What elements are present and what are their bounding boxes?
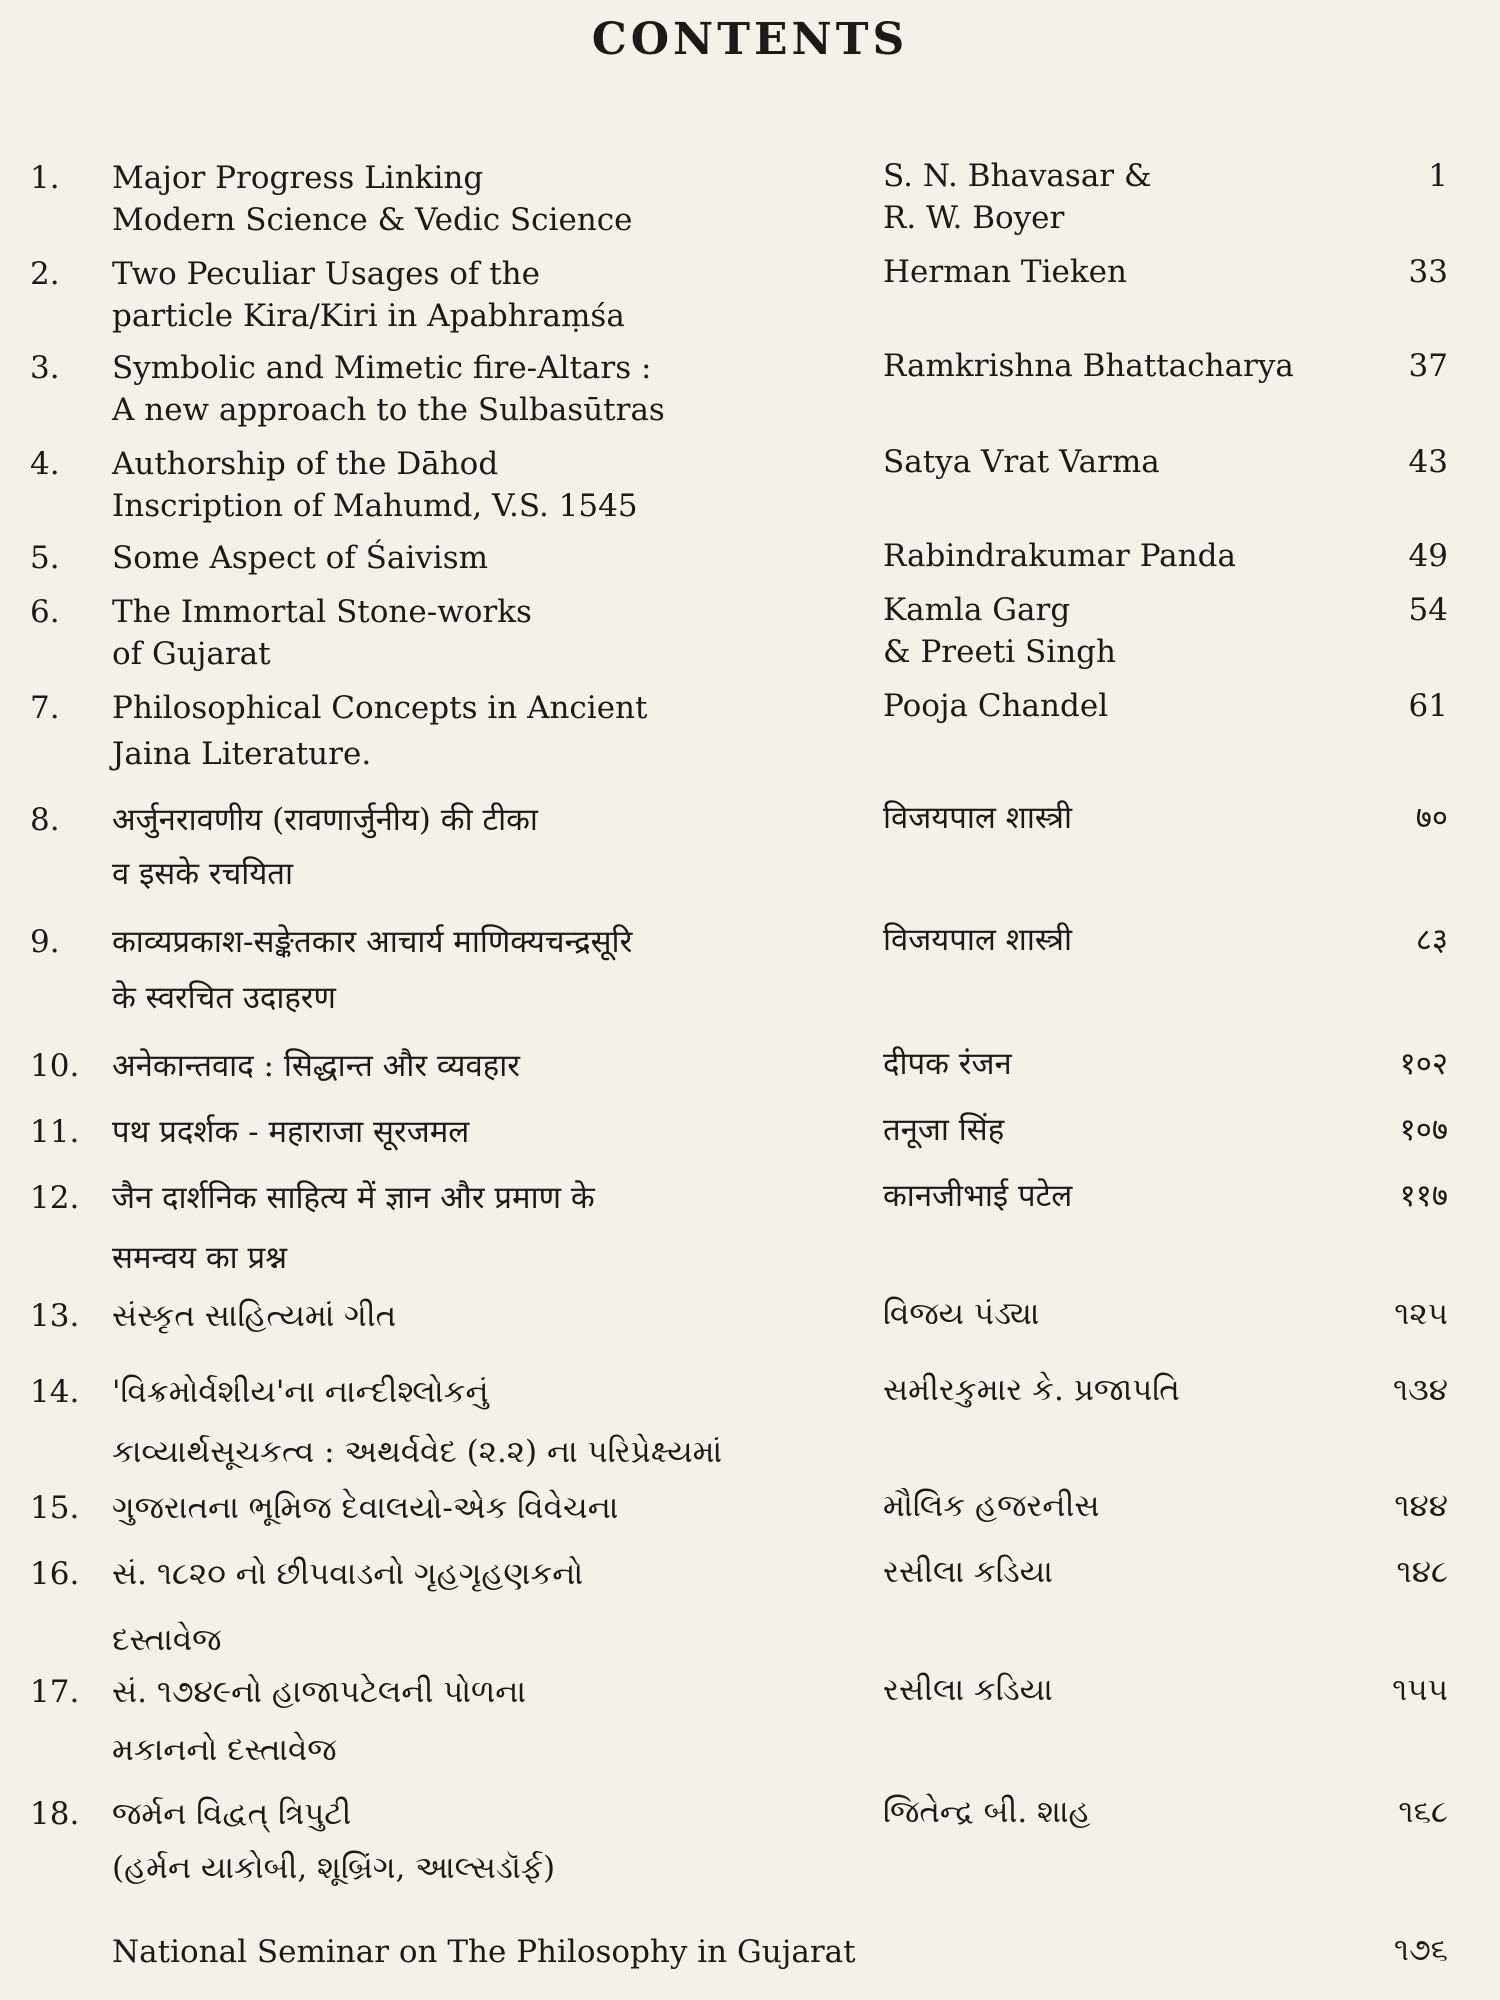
entry-title-line: Two Peculiar Usages of the bbox=[112, 256, 540, 292]
entry-title-line: The Immortal Stone-works bbox=[112, 594, 532, 630]
entry-title-line: समन्वय का प्रश्न bbox=[112, 1240, 288, 1276]
entry-title-line: Major Progress Linking bbox=[112, 160, 484, 196]
entry-page-number: ૧૭૬ bbox=[1393, 1932, 1448, 1968]
entry-title-line: अनेकान्तवाद : सिद्धान्त और व्यवहार bbox=[112, 1048, 520, 1084]
entry-title-line: National Seminar on The Philosophy in Gujarat bbox=[112, 1934, 856, 1970]
entry-number: 4. bbox=[30, 446, 60, 482]
entry-page-number: 43 bbox=[1408, 444, 1448, 480]
entry-page-number: 37 bbox=[1408, 348, 1448, 384]
entry-number: 7. bbox=[30, 690, 60, 726]
entry-author-line: कानजीभाई पटेल bbox=[883, 1178, 1073, 1214]
entry-number: 18. bbox=[30, 1796, 80, 1832]
entry-page-number: ७० bbox=[1415, 800, 1448, 836]
entry-number: 9. bbox=[30, 924, 60, 960]
entry-title-line: of Gujarat bbox=[112, 636, 271, 672]
entry-author-line: રસીલા કડિયા bbox=[883, 1554, 1053, 1590]
entry-page-number: १०७ bbox=[1399, 1112, 1448, 1148]
entry-title-line: જર્મન વિદ્વત્ ત્રિપુટી bbox=[112, 1796, 352, 1832]
entry-author-line: મૌલિક હજરનીસ bbox=[883, 1488, 1100, 1524]
entry-page-number: ૧૬૮ bbox=[1398, 1794, 1448, 1830]
entry-title-line: अर्जुनरावणीय (रावणार्जुनीय) की टीका bbox=[112, 802, 538, 838]
entry-title-line: 'વિક્રમોર્વશીય'ના નાન્દીશ્લોકનું bbox=[112, 1374, 489, 1410]
entry-author-line: Herman Tieken bbox=[883, 254, 1127, 290]
entry-title-line: કાવ્યાર્થસૂચકત્વ : અથર્વવેદ (૨.૨) ના પરિપ્રેક્ષ્યમાં bbox=[112, 1434, 723, 1470]
entry-page-number: ૧૪૮ bbox=[1396, 1554, 1448, 1590]
entry-title-line: Modern Science & Vedic Science bbox=[112, 202, 633, 238]
entry-number: 17. bbox=[30, 1674, 80, 1710]
entry-title-line: व इसके रचयिता bbox=[112, 856, 294, 892]
entry-number: 8. bbox=[30, 802, 60, 838]
entry-number: 14. bbox=[30, 1374, 80, 1410]
entry-author-line: રસીલા કડિયા bbox=[883, 1672, 1053, 1708]
entry-number: 1. bbox=[30, 160, 60, 196]
entry-title-line: દસ્તાવેજ bbox=[112, 1622, 222, 1658]
entry-author-line: Satya Vrat Varma bbox=[883, 444, 1160, 480]
entry-number: 10. bbox=[30, 1048, 80, 1084]
entry-number: 15. bbox=[30, 1490, 80, 1526]
entry-title-line: Some Aspect of Śaivism bbox=[112, 540, 489, 576]
entry-title-line: સંસ્કૃત સાહિત્યમાં ગીત bbox=[112, 1298, 397, 1334]
entry-author-line: સમીરકુમાર કે. પ્રજાપતિ bbox=[883, 1372, 1180, 1408]
entry-title-line: A new approach to the Sulbasūtras bbox=[112, 392, 665, 428]
entry-number: 11. bbox=[30, 1114, 80, 1150]
entry-page-number: 54 bbox=[1408, 592, 1448, 628]
entry-page-number: ८३ bbox=[1415, 922, 1448, 958]
entry-number: 13. bbox=[30, 1298, 80, 1334]
entry-author-line: S. N. Bhavasar & bbox=[883, 158, 1152, 194]
entry-number: 12. bbox=[30, 1180, 80, 1216]
entry-page-number: ૧૪૪ bbox=[1394, 1488, 1448, 1524]
entry-number: 2. bbox=[30, 256, 60, 292]
entry-author-line: & Preeti Singh bbox=[883, 634, 1116, 670]
entry-page-number: 61 bbox=[1408, 688, 1448, 724]
entry-page-number: ११७ bbox=[1399, 1178, 1448, 1214]
entry-author-line: Ramkrishna Bhattacharya bbox=[883, 348, 1294, 384]
entry-author-line: Rabindrakumar Panda bbox=[883, 538, 1236, 574]
entry-page-number: ૧૫૫ bbox=[1392, 1672, 1448, 1708]
entry-author-line: વિજય પંડ્યા bbox=[883, 1296, 1040, 1332]
entry-author-line: Kamla Garg bbox=[883, 592, 1071, 628]
entry-author-line: विजयपाल शास्त्री bbox=[883, 800, 1073, 836]
entry-number: 3. bbox=[30, 350, 60, 386]
entry-title-line: સં. ૧૭૪૯નો હાજાપટેલની પોળના bbox=[112, 1674, 526, 1710]
entry-title-line: Jaina Literature. bbox=[112, 736, 372, 772]
entry-title-line: Philosophical Concepts in Ancient bbox=[112, 690, 648, 726]
entry-page-number: ૧૨૫ bbox=[1394, 1296, 1448, 1332]
entry-page-number: 49 bbox=[1408, 538, 1448, 574]
entry-author-line: R. W. Boyer bbox=[883, 200, 1065, 236]
entry-page-number: 1 bbox=[1428, 158, 1448, 194]
entry-author-line: विजयपाल शास्त्री bbox=[883, 922, 1073, 958]
entry-author-line: तनूजा सिंह bbox=[883, 1112, 1005, 1148]
entry-title-line: काव्यप्रकाश-सङ्केतकार आचार्य माणिक्यचन्द्रसूरि bbox=[112, 924, 633, 960]
entry-title-line: Symbolic and Mimetic fire-Altars : bbox=[112, 350, 652, 386]
entry-author-line: જિતેન્દ્ર બી. શાહ bbox=[883, 1794, 1091, 1830]
entry-title-line: Inscription of Mahumd, V.S. 1545 bbox=[112, 488, 638, 524]
entry-author-line: दीपक रंजन bbox=[883, 1046, 1012, 1082]
entry-page-number: १०२ bbox=[1399, 1046, 1448, 1082]
entry-number: 6. bbox=[30, 594, 60, 630]
entry-page-number: ૧૩૪ bbox=[1392, 1372, 1448, 1408]
entry-title-line: (હર્મન યાકોબી, શૂબ્રિંગ, આલ્સડૉર્ફ) bbox=[112, 1850, 556, 1886]
entry-title-line: पथ प्रदर्शक - महाराजा सूरजमल bbox=[112, 1114, 470, 1150]
entry-title-line: जैन दार्शनिक साहित्य में ज्ञान और प्रमाण के bbox=[112, 1180, 595, 1216]
entry-number: 16. bbox=[30, 1556, 80, 1592]
entry-title-line: સં. ૧૮૨૦ નો છીપવાડનો ગૃહગૃહણકનો bbox=[112, 1556, 584, 1592]
entry-title-line: મકાનનો દસ્તાવેજ bbox=[112, 1732, 337, 1768]
entry-title-line: Authorship of the Dāhod bbox=[112, 446, 499, 482]
page-title: CONTENTS bbox=[591, 14, 909, 65]
entry-author-line: Pooja Chandel bbox=[883, 688, 1109, 724]
entry-title-line: ગુજરાતના ભૂમિજ દેવાલયો-એક વિવેચના bbox=[112, 1490, 619, 1526]
entry-title-line: के स्वरचित उदाहरण bbox=[112, 980, 336, 1016]
entry-title-line: particle Kira/Kiri in Apabhraṃśa bbox=[112, 298, 625, 334]
entry-number: 5. bbox=[30, 540, 60, 576]
entry-page-number: 33 bbox=[1408, 254, 1448, 290]
